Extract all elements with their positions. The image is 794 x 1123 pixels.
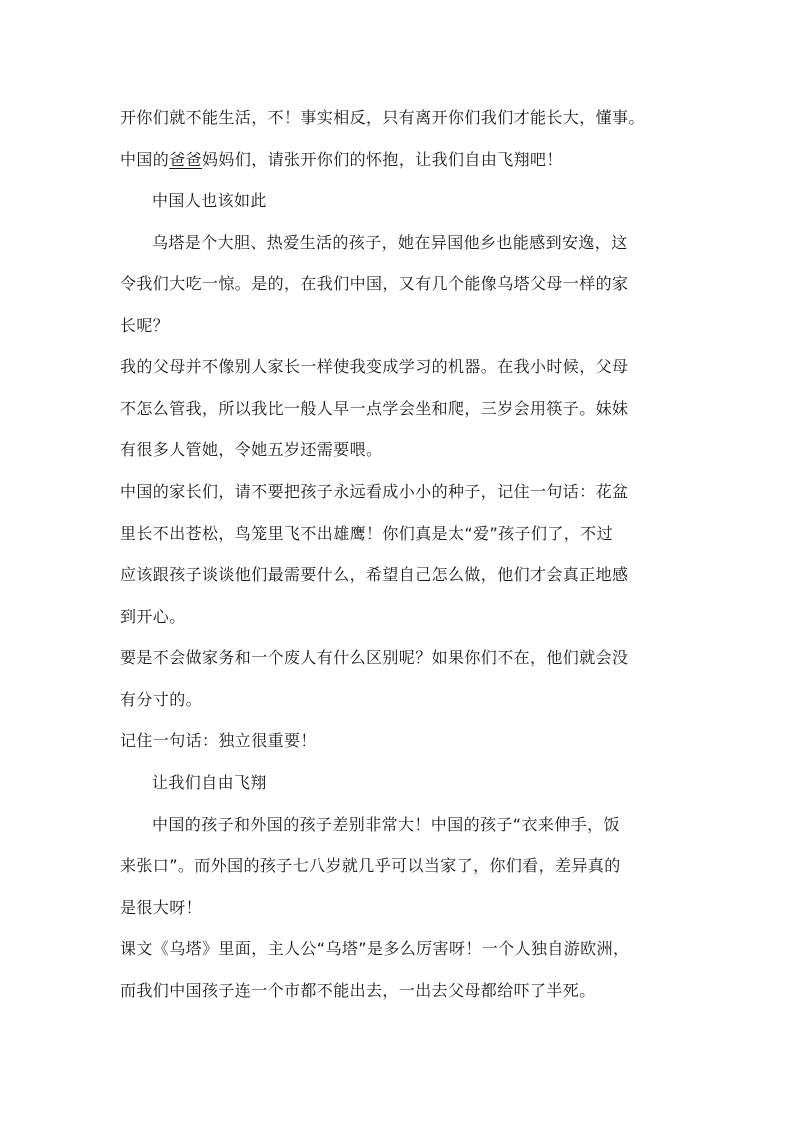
text-line: 里长不出苍松，鸟笼里飞不出雄鹰！你们真是太“爱”孩子们了，不过 xyxy=(120,524,613,543)
text-line: 中国的孩子和外国的孩子差别非常大！中国的孩子“衣来伸手，饭 xyxy=(152,815,620,834)
text-line: 课文《乌塔》里面，主人公“乌塔”是多么厉害呀！一个人独自游欧洲， xyxy=(120,939,630,958)
text-line: 中国的家长们，请不要把孩子永远看成小小的种子，记住一句话：花盆 xyxy=(120,482,629,501)
text-line: 我的父母并不像别人家长一样使我变成学习的机器。在我小时候，父母 xyxy=(120,357,629,376)
text-line: 令我们大吃一惊。是的，在我们中国，又有几个能像乌塔父母一样的家 xyxy=(120,274,629,293)
text-line: 应该跟孩子谈谈他们最需要什么，希望自己怎么做，他们才会真正地感 xyxy=(120,565,629,584)
text-line: 是很大呀！ xyxy=(120,898,203,917)
text-line: 有分寸的。 xyxy=(120,690,203,709)
text-line: 开你们就不能生活，不！事实相反，只有离开你们我们才能长大，懂事。 xyxy=(120,108,645,127)
text-line: 来张口”。而外国的孩子七八岁就几乎可以当家了，你们看，差异真的 xyxy=(120,856,621,875)
text-line: 要是不会做家务和一个废人有什么区别呢？如果你们不在，他们就会没 xyxy=(120,648,629,667)
section-heading: 让我们自由飞翔 xyxy=(152,773,267,792)
underlined-word: 爸爸 xyxy=(169,150,203,169)
text-line: 不怎么管我，所以我比一般人早一点学会坐和爬，三岁会用筷子。妹妹 xyxy=(120,399,629,418)
text-line: 到开心。 xyxy=(120,607,186,626)
text-line: 长呢？ xyxy=(120,316,170,335)
text-line: 乌塔是个大胆、热爱生活的孩子，她在异国他乡也能感到安逸，这 xyxy=(152,233,628,252)
text-line: 而我们中国孩子连一个市都不能出去，一出去父母都给吓了半死。 xyxy=(120,981,596,1000)
text-line: 记住一句话：独立很重要！ xyxy=(120,731,317,750)
section-heading: 中国人也该如此 xyxy=(152,191,267,210)
text-line: 有很多人管她，令她五岁还需要喂。 xyxy=(120,440,383,459)
text-line: 中国的爸爸妈妈们，请张开你们的怀抱，让我们自由飞翔吧！ xyxy=(120,150,563,169)
